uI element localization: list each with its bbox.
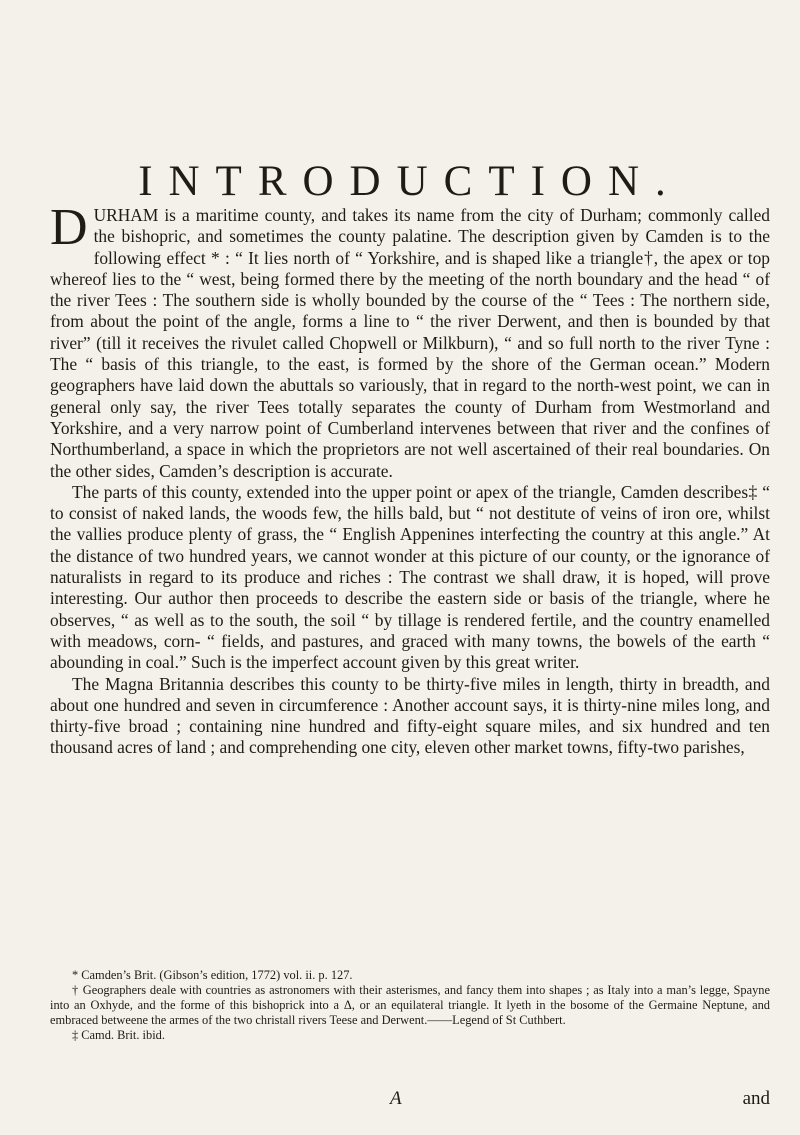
paragraph-2: The parts of this county, extended into the upper point or apex of the triangle, Camden describes‡ “ to consist of naked lands, the woods few, the hills bald, but “ not destitute of veins of iron ore, whilst the vallies produce plenty of grass, the “ English Appenines interfecting the country at this angle.” At the distance of two hundred years, we cannot wonder at this picture of our county, or the ignorance of naturalists in regard to its produce and riches : The contrast we shall draw, it is hoped, will prove interesting. Our author then proceeds to describe the eastern side or basis of the triangle, where he observes, “ as well as to the south, the soil “ by tillage is rendered fertile, and the country enamelled with meadows, corn- “ fields, and pastures, and graced with many towns, the bowels of the earth “ abounding in coal.” Such is the imperfect account given by this great writer. bbox=[50, 481, 770, 673]
signature-mark: A bbox=[390, 1088, 402, 1109]
paragraph-3: The Magna Britannia describes this county to be thirty-five miles in length, thirty in breadth, and about one hundred and seven in circumference : Another account says, it is thirty-nine miles long, and thirty-five broad ; containing nine hundred and fifty-eight square miles, and six hundred and ten thousand acres of land ; and comprehending one city, eleven other market towns, fifty-two parishes, bbox=[50, 673, 770, 758]
drop-cap: D bbox=[50, 199, 88, 256]
page-foot bbox=[50, 1088, 770, 1112]
catchword: and bbox=[742, 1088, 770, 1109]
footnote-3: ‡ Camd. Brit. ibid. bbox=[72, 1028, 165, 1042]
book-page bbox=[50, 0, 770, 1135]
page-title: INTRODUCTION. bbox=[138, 157, 682, 205]
body-text bbox=[50, 199, 770, 759]
footnotes bbox=[50, 968, 770, 1043]
footnote-2: † Geographers deale with countries as astronomers with their asterismes, and fancy them into shapes ; as Italy into a man’s legge, Spayne into an Oxhyde, and the forme of this bishoprick into a Δ, or an equilateral triangle. It lyeth in the bosome of the Germaine Neptune, and embraced betweene the armes of the two christall rivers Teese and Derwent.——Legend of St Cuthbert. bbox=[50, 983, 770, 1027]
footnote-1: * Camden’s Brit. (Gibson’s edition, 1772) vol. ii. p. 127. bbox=[72, 968, 353, 982]
paragraph-1 bbox=[50, 199, 770, 482]
paragraph-1-text: URHAM is a maritime county, and takes its name from the city of Durham; commonly called the bishopric, and sometimes the county palatine. The description given by Camden is to the following effect * : “ It lies north of “ Yorkshire, and is shaped like a triangle†, the apex or top whereof lies to the “ west, being formed there by the meeting of the north boundary and the head “ of the river Tees : The southern side is wholly bounded by the course of the “ Tees : The northern side, from about the point of the angle, forms a line to “ the river Derwent, and then is bounded by that river” (till it receives the rivulet called Chopwell or Milkburn), “ and so full north to the river Tyne : The “ basis of this triangle, to the east, is formed by the shore of the German ocean.” Modern geographers have laid down the abuttals so variously, that in regard to the north-west point, we can in general only say, the river Tees totally separates the county of Durham from Westmorland and Yorkshire, and a very narrow point of Cumberland intervenes between that river and the confines of Northumberland, a space in which the proprietors are not well ascertained of their real boundaries. On the other sides, Camden’s description is accurate. bbox=[50, 205, 770, 481]
